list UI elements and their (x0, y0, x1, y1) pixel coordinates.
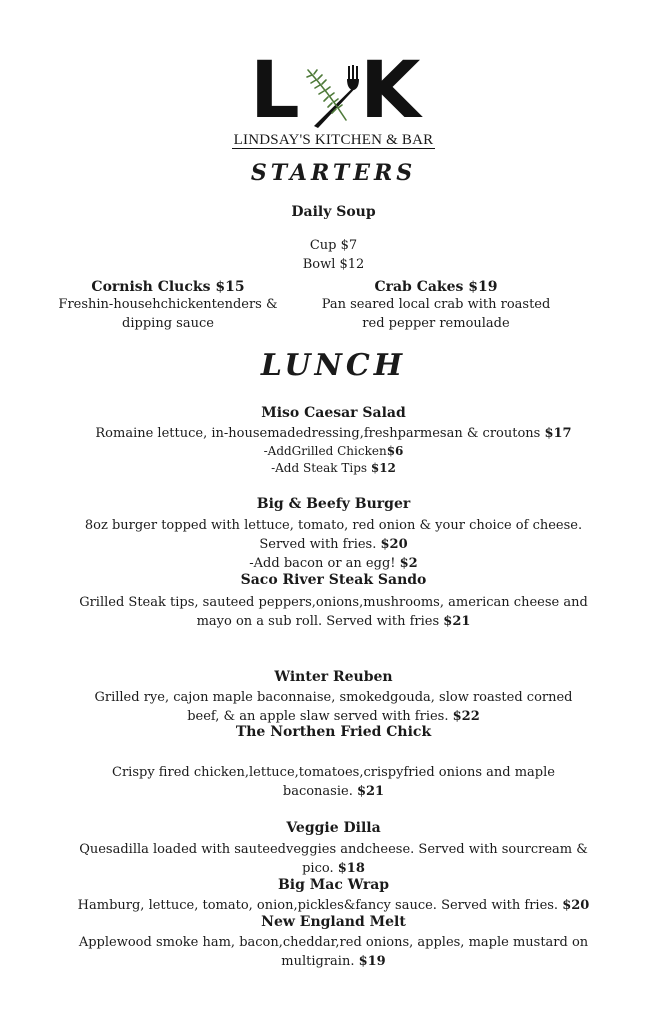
brand-name: LINDSAY'S KITCHEN & BAR (233, 132, 434, 148)
cornish-clucks-desc1: Freshin-househchickentenders & (58, 297, 278, 312)
daily-soup-bowl: Bowl $12 (302, 257, 365, 272)
dilla-name: Veggie Dilla (286, 820, 381, 836)
crab-cakes-name: Crab Cakes $19 (374, 279, 498, 295)
dilla-desc1: Quesadilla loaded with sauteedveggies andcheese. Served with sourcream & (79, 842, 588, 857)
starters-title: STARTERS (250, 160, 417, 186)
caesar-desc: Romaine lettuce, in-housemadedressing,freshparmesan & croutons $17 (95, 426, 572, 441)
sando-desc2: mayo on a sub roll. Served with fries $21 (196, 614, 471, 629)
chick-desc1: Crispy fired chicken,lettuce,tomatoes,crispyfried onions and maple (112, 765, 555, 780)
wrap-name: Big Mac Wrap (277, 877, 390, 893)
chick-name: The Northen Fried Chick (235, 724, 432, 740)
caesar-addon-chicken: -AddGrilled Chicken$6 (263, 444, 404, 458)
burger-desc1: 8oz burger topped with lettuce, tomato, red onion & your choice of cheese. (84, 518, 583, 533)
cornish-clucks-name: Cornish Clucks $15 (91, 279, 245, 295)
burger-name: Big & Beefy Burger (256, 496, 411, 512)
burger-addon: -Add bacon or an egg! $2 (249, 556, 418, 571)
crab-cakes (286, 279, 586, 333)
reuben-desc2: beef, & an apple slaw served with fries. $22 (187, 709, 480, 724)
reuben-desc1: Grilled rye, cajon maple baconnaise, smokedgouda, slow roasted corned (94, 690, 573, 705)
crab-cakes-desc1: Pan seared local crab with roasted (321, 297, 551, 312)
logo-letter-k: K (360, 46, 421, 136)
reuben-name: Winter Reuben (274, 669, 393, 685)
melt-desc2: multigrain. $19 (281, 954, 386, 969)
chick-desc2: baconasie. $21 (282, 784, 385, 799)
sando-name: Saco River Steak Sando (240, 572, 427, 588)
caesar-name: Miso Caesar Salad (261, 405, 406, 421)
melt-desc1: Applewood smoke ham, bacon,cheddar,red onions, apples, maple mustard on (78, 935, 589, 950)
fork-rosemary-icon (298, 62, 368, 134)
crab-cakes-desc2: red pepper remoulade (362, 316, 510, 331)
sando-desc1: Grilled Steak tips, sauteed peppers,onions,mushrooms, american cheese and (79, 595, 588, 610)
daily-soup-cup: Cup $7 (309, 238, 358, 253)
daily-soup-name: Daily Soup (291, 204, 376, 220)
melt-name: New England Melt (261, 914, 406, 930)
lunch-title: LUNCH (260, 348, 407, 383)
cornish-clucks (18, 279, 318, 333)
dilla-desc2: pico. $18 (302, 861, 365, 876)
cornish-clucks-desc2: dipping sauce (122, 316, 214, 331)
burger-desc2: Served with fries. $20 (259, 537, 408, 552)
wrap-desc: Hamburg, lettuce, tomato, onion,pickles&fancy sauce. Served with fries. $20 (77, 898, 590, 913)
caesar-addon-steak: -Add Steak Tips $12 (271, 461, 396, 475)
logo-letter-l: L (250, 46, 300, 136)
